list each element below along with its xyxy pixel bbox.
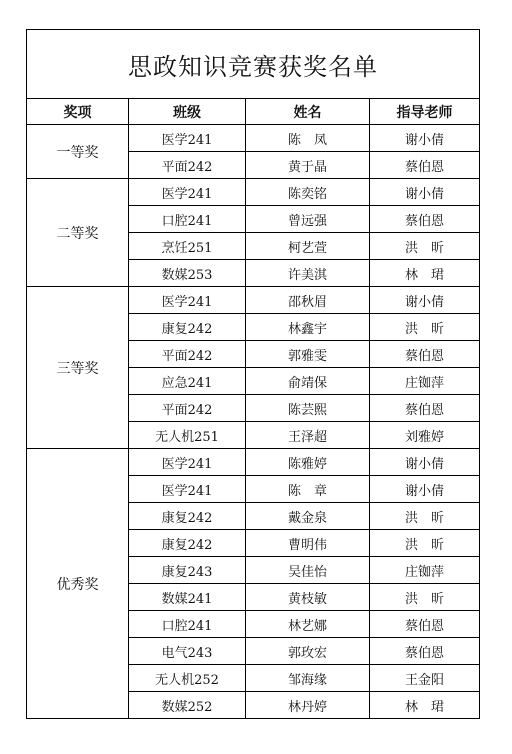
class-cell: 医学241 bbox=[129, 125, 246, 152]
name-cell: 林丹婷 bbox=[246, 692, 370, 719]
header-award: 奖项 bbox=[27, 99, 129, 125]
teacher-cell: 谢小倩 bbox=[370, 125, 480, 152]
teacher-cell: 蔡伯恩 bbox=[370, 206, 480, 233]
page-title: 思政知识竞赛获奖名单 bbox=[27, 30, 480, 99]
class-cell: 无人机252 bbox=[129, 665, 246, 692]
class-cell: 医学241 bbox=[129, 179, 246, 206]
teacher-cell: 刘雅婷 bbox=[370, 422, 480, 449]
teacher-cell: 谢小倩 bbox=[370, 179, 480, 206]
class-cell: 医学241 bbox=[129, 476, 246, 503]
name-cell: 陈 凤 bbox=[246, 125, 370, 152]
class-cell: 数媒241 bbox=[129, 584, 246, 611]
class-cell: 平面242 bbox=[129, 341, 246, 368]
class-cell: 康复242 bbox=[129, 503, 246, 530]
teacher-cell: 洪 昕 bbox=[370, 233, 480, 260]
class-cell: 口腔241 bbox=[129, 206, 246, 233]
award-level-cell: 三等奖 bbox=[27, 287, 129, 449]
name-cell: 吴佳怡 bbox=[246, 557, 370, 584]
teacher-cell: 庄铷萍 bbox=[370, 368, 480, 395]
name-cell: 黄于晶 bbox=[246, 152, 370, 179]
name-cell: 俞靖保 bbox=[246, 368, 370, 395]
teacher-cell: 蔡伯恩 bbox=[370, 341, 480, 368]
class-cell: 医学241 bbox=[129, 287, 246, 314]
table-row bbox=[27, 179, 480, 206]
class-cell: 烹饪251 bbox=[129, 233, 246, 260]
class-cell: 无人机251 bbox=[129, 422, 246, 449]
table-row bbox=[27, 125, 480, 152]
header-class: 班级 bbox=[129, 99, 246, 125]
name-cell: 陈芸熙 bbox=[246, 395, 370, 422]
award-level-cell: 一等奖 bbox=[27, 125, 129, 179]
name-cell: 戴金泉 bbox=[246, 503, 370, 530]
title-row bbox=[27, 30, 480, 99]
teacher-cell: 林 珺 bbox=[370, 260, 480, 287]
award-level-cell: 优秀奖 bbox=[27, 449, 129, 719]
class-cell: 数媒252 bbox=[129, 692, 246, 719]
award-table bbox=[26, 29, 480, 719]
class-cell: 应急241 bbox=[129, 368, 246, 395]
name-cell: 邹海缘 bbox=[246, 665, 370, 692]
award-level-cell: 二等奖 bbox=[27, 179, 129, 287]
teacher-cell: 庄铷萍 bbox=[370, 557, 480, 584]
teacher-cell: 谢小倩 bbox=[370, 449, 480, 476]
name-cell: 陈雅婷 bbox=[246, 449, 370, 476]
name-cell: 邵秋眉 bbox=[246, 287, 370, 314]
class-cell: 医学241 bbox=[129, 449, 246, 476]
teacher-cell: 谢小倩 bbox=[370, 287, 480, 314]
award-sheet bbox=[26, 29, 479, 719]
header-teacher: 指导老师 bbox=[370, 99, 480, 125]
teacher-cell: 洪 昕 bbox=[370, 314, 480, 341]
teacher-cell: 蔡伯恩 bbox=[370, 611, 480, 638]
class-cell: 数媒253 bbox=[129, 260, 246, 287]
name-cell: 曹明伟 bbox=[246, 530, 370, 557]
name-cell: 郭玫宏 bbox=[246, 638, 370, 665]
name-cell: 陈 章 bbox=[246, 476, 370, 503]
teacher-cell: 洪 昕 bbox=[370, 503, 480, 530]
teacher-cell: 林 珺 bbox=[370, 692, 480, 719]
teacher-cell: 谢小倩 bbox=[370, 476, 480, 503]
teacher-cell: 王金阳 bbox=[370, 665, 480, 692]
class-cell: 电气243 bbox=[129, 638, 246, 665]
name-cell: 曾远强 bbox=[246, 206, 370, 233]
name-cell: 黄枝敏 bbox=[246, 584, 370, 611]
class-cell: 康复243 bbox=[129, 557, 246, 584]
name-cell: 许美淇 bbox=[246, 260, 370, 287]
name-cell: 柯艺萱 bbox=[246, 233, 370, 260]
table-body bbox=[27, 125, 480, 719]
teacher-cell: 洪 昕 bbox=[370, 530, 480, 557]
class-cell: 平面242 bbox=[129, 152, 246, 179]
name-cell: 林鑫宇 bbox=[246, 314, 370, 341]
name-cell: 王泽超 bbox=[246, 422, 370, 449]
teacher-cell: 蔡伯恩 bbox=[370, 638, 480, 665]
class-cell: 口腔241 bbox=[129, 611, 246, 638]
header-row bbox=[27, 99, 480, 125]
teacher-cell: 蔡伯恩 bbox=[370, 395, 480, 422]
header-name: 姓名 bbox=[246, 99, 370, 125]
class-cell: 平面242 bbox=[129, 395, 246, 422]
table-row bbox=[27, 287, 480, 314]
teacher-cell: 蔡伯恩 bbox=[370, 152, 480, 179]
name-cell: 郭雅雯 bbox=[246, 341, 370, 368]
name-cell: 林艺娜 bbox=[246, 611, 370, 638]
teacher-cell: 洪 昕 bbox=[370, 584, 480, 611]
class-cell: 康复242 bbox=[129, 530, 246, 557]
name-cell: 陈奕铭 bbox=[246, 179, 370, 206]
class-cell: 康复242 bbox=[129, 314, 246, 341]
table-row bbox=[27, 449, 480, 476]
